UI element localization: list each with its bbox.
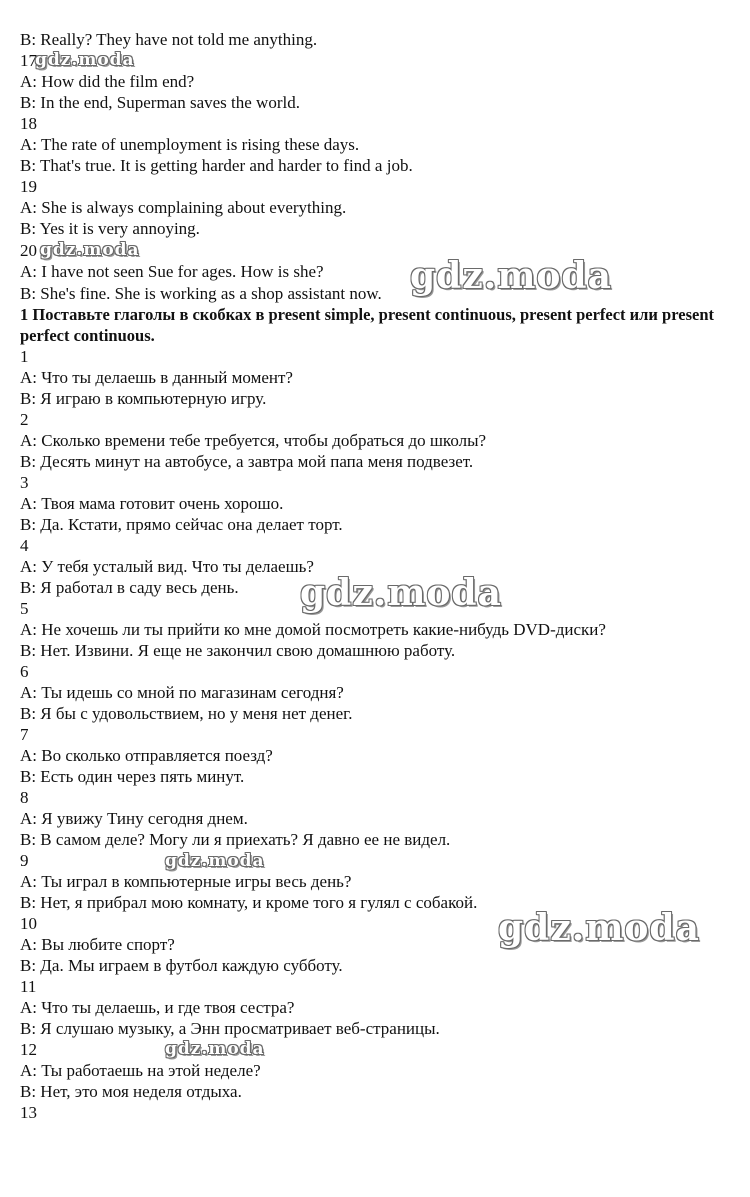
text-line: B: Да. Мы играем в футбол каждую субботу. bbox=[20, 956, 343, 975]
item-number: 17 bbox=[20, 51, 37, 70]
item-number: 4 bbox=[20, 536, 29, 555]
text-line: A: Ты работаешь на этой неделе? bbox=[20, 1061, 261, 1080]
text-line: A: Во сколько отправляется поезд? bbox=[20, 746, 273, 765]
watermark: gdz.moda bbox=[165, 851, 265, 871]
item-number: 6 bbox=[20, 662, 29, 681]
item-number: 3 bbox=[20, 473, 29, 492]
text-line: A: The rate of unemployment is rising these days. bbox=[20, 135, 360, 154]
item-number: 10 bbox=[20, 914, 37, 933]
exercise-instruction: 1 Поставьте глаголы в скобках в present simple, present continuous, present perfect или present perfect continuous. bbox=[20, 305, 714, 345]
text-line: A: У тебя усталый вид. Что ты делаешь? bbox=[20, 557, 314, 576]
text-line: B: Нет, это моя неделя отдыха. bbox=[20, 1082, 242, 1101]
item-number: 19 bbox=[20, 177, 37, 196]
text-line: B: Я работал в саду весь день. bbox=[20, 578, 239, 597]
text-line: B: That's true. It is getting harder and harder to find a job. bbox=[20, 156, 413, 175]
item-number: 11 bbox=[20, 977, 37, 996]
text-line: A: She is always complaining about everything. bbox=[20, 198, 347, 217]
text-line: B: She's fine. She is working as a shop assistant now. bbox=[20, 284, 382, 303]
text-line: B: В самом деле? Могу ли я приехать? Я давно ее не видел. bbox=[20, 830, 451, 849]
watermark: gdz.moda bbox=[498, 907, 700, 949]
watermark: gdz.moda bbox=[410, 255, 612, 297]
item-number: 13 bbox=[20, 1103, 37, 1122]
watermark: gdz.moda bbox=[300, 572, 502, 614]
text-line: A: Что ты делаешь в данный момент? bbox=[20, 368, 293, 387]
text-line: A: Я увижу Тину сегодня днем. bbox=[20, 809, 248, 828]
text-line: B: Нет. Извини. Я еще не закончил свою домашнюю работу. bbox=[20, 641, 456, 660]
item-number: 7 bbox=[20, 725, 29, 744]
text-line: B: Есть один через пять минут. bbox=[20, 767, 245, 786]
watermark: gdz.moda bbox=[40, 240, 140, 260]
text-line: B: Да. Кстати, прямо сейчас она делает торт. bbox=[20, 515, 343, 534]
text-line: B: Нет, я прибрал мою комнату, и кроме того я гулял с собакой. bbox=[20, 893, 478, 912]
text-line: B: Я играю в компьютерную игру. bbox=[20, 389, 267, 408]
item-number: 2 bbox=[20, 410, 29, 429]
item-number: 20 bbox=[20, 241, 37, 260]
item-number: 12 bbox=[20, 1040, 37, 1059]
text-line: A: How did the film end? bbox=[20, 72, 195, 91]
text-line: A: Вы любите спорт? bbox=[20, 935, 175, 954]
text-line: A: Сколько времени тебе требуется, чтобы добраться до школы? bbox=[20, 431, 487, 450]
text-line: B: Я слушаю музыку, а Энн просматривает веб-страницы. bbox=[20, 1019, 440, 1038]
text-line: B: Yes it is very annoying. bbox=[20, 219, 200, 238]
text-line: B: Десять минут на автобусе, а завтра мой папа меня подвезет. bbox=[20, 452, 474, 471]
text-line: A: I have not seen Sue for ages. How is she? bbox=[20, 262, 324, 281]
item-number: 8 bbox=[20, 788, 29, 807]
item-number: 18 bbox=[20, 114, 37, 133]
item-number: 1 bbox=[20, 347, 29, 366]
text-line: B: In the end, Superman saves the world. bbox=[20, 93, 300, 112]
item-number: 9 bbox=[20, 851, 29, 870]
watermark: gdz.moda bbox=[165, 1039, 265, 1059]
text-line: A: Твоя мама готовит очень хорошо. bbox=[20, 494, 284, 513]
text-line: A: Что ты делаешь, и где твоя сестра? bbox=[20, 998, 295, 1017]
watermark: gdz.moda bbox=[35, 50, 135, 70]
text-line: A: Не хочешь ли ты прийти ко мне домой посмотреть какие-нибудь DVD-диски? bbox=[20, 620, 606, 639]
text-line: B: Я бы с удовольствием, но у меня нет денег. bbox=[20, 704, 353, 723]
text-line: A: Ты играл в компьютерные игры весь день? bbox=[20, 872, 352, 891]
text-line: B: Really? They have not told me anything. bbox=[20, 30, 318, 49]
item-number: 5 bbox=[20, 599, 29, 618]
text-line: A: Ты идешь со мной по магазинам сегодня? bbox=[20, 683, 344, 702]
